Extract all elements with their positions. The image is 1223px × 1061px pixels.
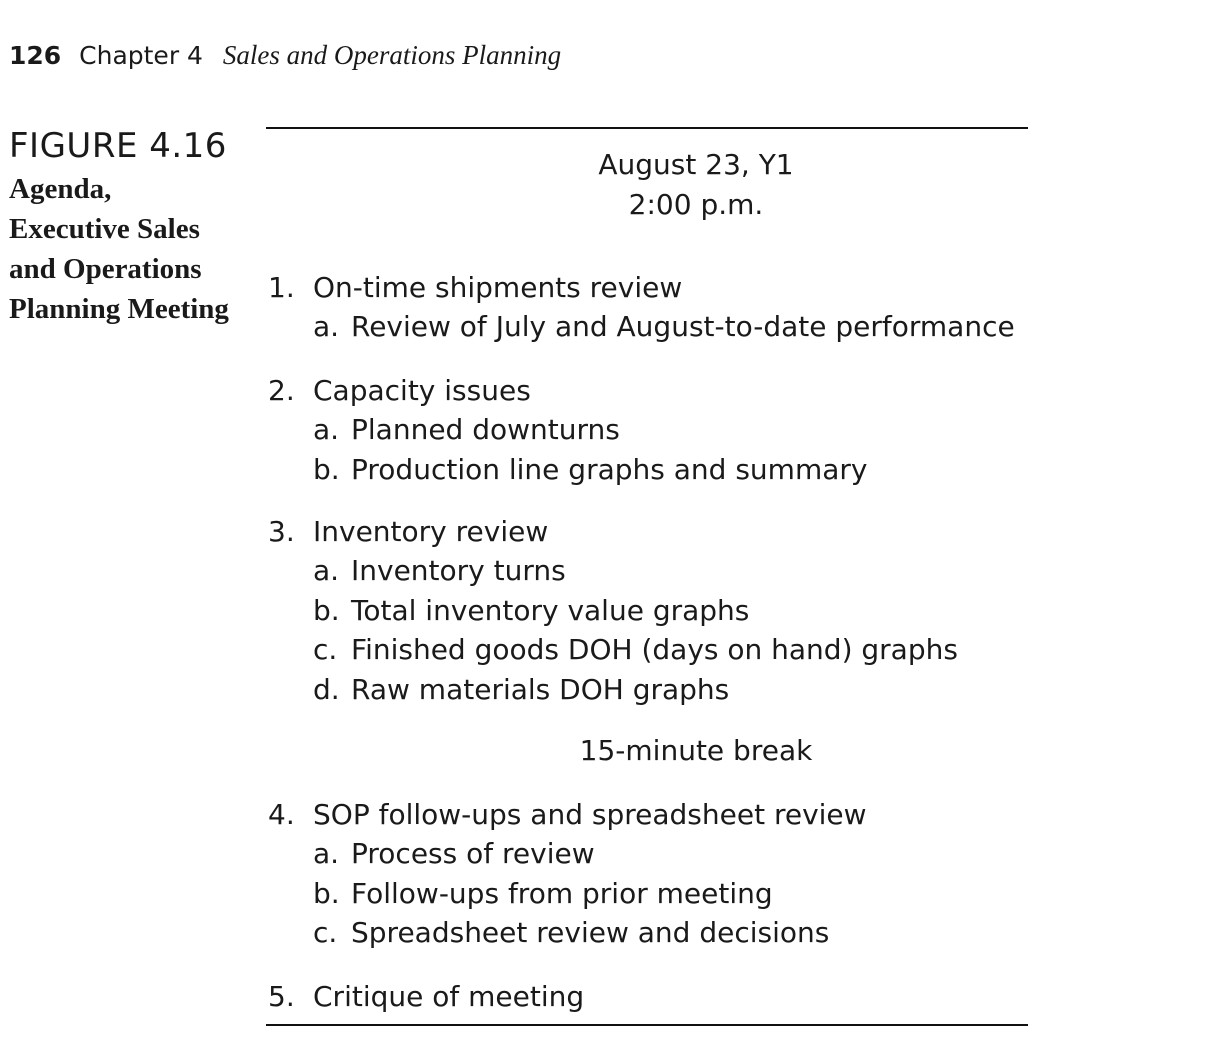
section-title: Capacity issues — [313, 374, 531, 407]
agenda-subitem — [268, 551, 958, 591]
agenda-subitem — [268, 591, 958, 631]
agenda-subitem — [268, 410, 867, 450]
top-rule — [266, 127, 1028, 129]
subitem-letter: a. — [313, 554, 340, 587]
agenda-subitem — [268, 834, 867, 874]
agenda-section-5 — [268, 977, 584, 1016]
agenda-subitem — [268, 630, 958, 670]
subitem-text: Follow-ups from prior meeting — [351, 876, 773, 910]
agenda-subitem — [268, 450, 867, 490]
subitem-text: Total inventory value graphs — [351, 593, 750, 627]
meeting-date: August 23, Y1 — [598, 148, 794, 181]
chapter-title: Sales and Operations Planning — [222, 40, 562, 70]
subitem-text: Inventory turns — [351, 554, 566, 587]
section-title: Inventory review — [313, 515, 549, 548]
subitem-text: Process of review — [351, 837, 595, 870]
figure-label: FIGURE 4.16 — [9, 126, 227, 166]
meeting-time: 2:00 p.m. — [628, 188, 764, 221]
agenda-section-3 — [268, 512, 958, 709]
subitem-letter: d. — [313, 672, 340, 706]
subitem-letter: b. — [313, 452, 340, 486]
section-title: SOP follow-ups and spreadsheet review — [313, 798, 867, 831]
subitem-text: Spreadsheet review and decisions — [351, 916, 830, 949]
subitem-letter: b. — [313, 876, 340, 910]
subitem-text: Finished goods DOH (days on hand) graphs — [351, 633, 958, 666]
section-heading — [268, 512, 958, 551]
agenda-section-2 — [268, 371, 867, 489]
subitem-letter: b. — [313, 593, 340, 627]
subitem-letter: a. — [313, 413, 340, 446]
agenda-section-4 — [268, 795, 867, 953]
section-title: On-time shipments review — [313, 271, 683, 304]
section-number: 4. — [268, 798, 295, 831]
section-number: 5. — [268, 980, 295, 1013]
subitem-letter: c. — [313, 633, 338, 666]
section-heading — [268, 268, 1015, 307]
agenda-section-1 — [268, 268, 1015, 347]
subitem-text: Review of July and August-to-date performance — [351, 310, 1015, 343]
subitem-letter: a. — [313, 837, 340, 870]
agenda-subitem — [268, 913, 867, 953]
section-heading — [268, 795, 867, 834]
section-number: 3. — [268, 515, 295, 548]
section-title: Critique of meeting — [313, 980, 585, 1013]
subitem-letter: c. — [313, 916, 338, 949]
section-heading — [268, 371, 867, 410]
subitem-text: Raw materials DOH graphs — [351, 672, 730, 706]
break-note: 15-minute break — [579, 734, 813, 767]
section-number: 2. — [268, 374, 295, 407]
section-heading — [268, 977, 584, 1016]
section-number: 1. — [268, 271, 295, 304]
subitem-text: Planned downturns — [351, 413, 620, 446]
chapter-label: Chapter 4 — [79, 41, 203, 70]
page-number: 126 — [9, 41, 62, 70]
agenda-subitem — [268, 670, 958, 710]
bottom-rule — [266, 1024, 1028, 1026]
agenda-subitem — [268, 307, 1015, 347]
subitem-text: Production line graphs and summary — [351, 452, 868, 486]
figure-caption: Agenda, Executive Sales and Operations Planning Meeting — [9, 173, 229, 325]
subitem-letter: a. — [313, 310, 340, 343]
running-head — [9, 38, 561, 73]
agenda-subitem — [268, 874, 867, 914]
